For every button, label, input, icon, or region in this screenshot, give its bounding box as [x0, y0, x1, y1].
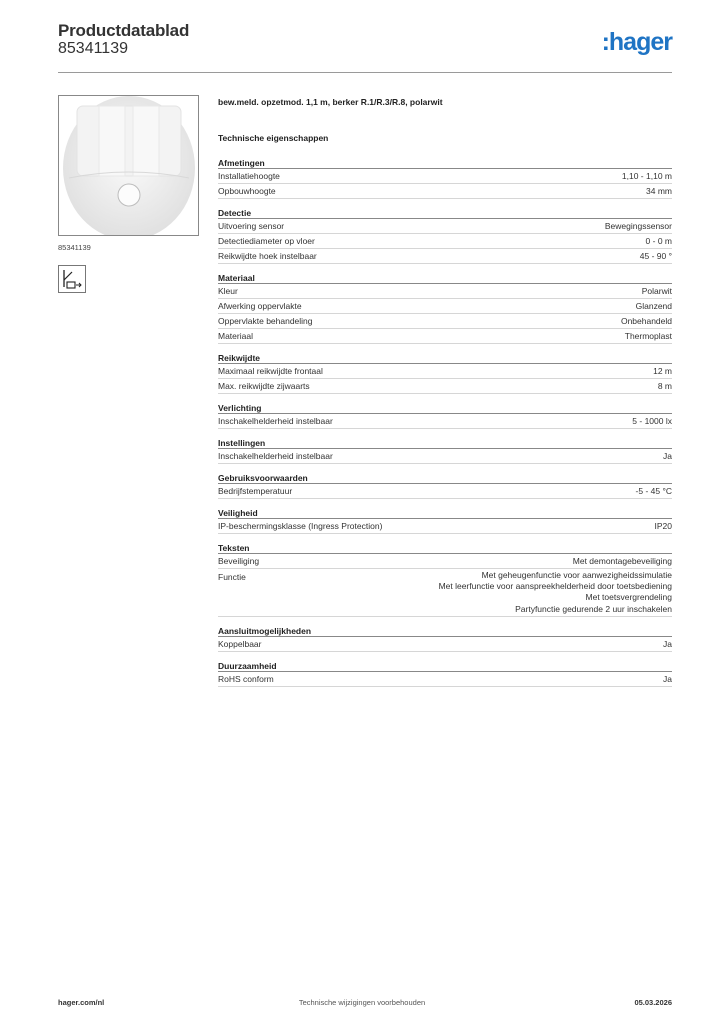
spec-value-line: 34 mm	[646, 186, 672, 196]
spec-section	[218, 507, 672, 534]
spec-section	[218, 157, 672, 199]
spec-section	[218, 207, 672, 264]
spec-label: Max. reikwijdte zijwaarts	[218, 381, 310, 391]
spec-label: Functie	[218, 572, 246, 582]
spec-row	[218, 364, 672, 379]
spec-label: Detectiediameter op vloer	[218, 236, 315, 246]
spec-value-line: Ja	[663, 673, 672, 684]
spec-value-line: Thermoplast	[624, 331, 672, 341]
section-heading: Detectie	[218, 207, 672, 219]
spec-row	[218, 449, 672, 464]
spec-value	[439, 570, 672, 615]
spec-value-line: 0 - 0 m	[645, 236, 672, 246]
spec-value-line: Met toetsvergrendeling	[585, 592, 672, 603]
spec-label: Koppelbaar	[218, 638, 262, 649]
spec-label: Opbouwhoogte	[218, 186, 276, 196]
spec-row	[218, 672, 672, 687]
brand-logo	[602, 28, 672, 57]
section-heading: Teksten	[218, 542, 672, 554]
spec-value-line: 1,10 - 1,10 m	[621, 171, 672, 181]
technical-properties-title: Technische eigenschappen	[218, 133, 329, 143]
section-heading: Verlichting	[218, 402, 672, 414]
spec-value-line: IP20	[654, 521, 672, 531]
spec-value-line: -5 - 45 °C	[635, 486, 672, 496]
spec-label: Uitvoering sensor	[218, 221, 285, 231]
spec-row	[218, 234, 672, 249]
spec-label: Oppervlakte behandeling	[218, 316, 313, 326]
spec-value	[622, 169, 672, 183]
specification-content	[218, 97, 672, 695]
spec-value-line: Onbehandeld	[620, 316, 672, 326]
spec-section	[218, 272, 672, 344]
spec-label: Reikwijdte hoek instelbaar	[218, 251, 317, 261]
spec-label: Maximaal reikwijdte frontaal	[218, 366, 323, 376]
spec-row	[218, 314, 672, 329]
spec-value	[642, 284, 672, 298]
spec-value	[658, 379, 672, 393]
spec-value	[636, 299, 672, 313]
spec-label: IP-beschermingsklasse (Ingress Protection)	[218, 521, 383, 531]
spec-row	[218, 569, 672, 617]
motion-sensor-product-photo-icon	[59, 96, 199, 236]
spec-label: Beveiliging	[218, 556, 260, 566]
spec-row	[218, 219, 672, 234]
spec-value	[663, 672, 672, 686]
spec-value-line: Met demontagebeveiliging	[572, 556, 672, 566]
spec-value	[605, 219, 672, 233]
spec-label: Inschakelhelderheid instelbaar	[218, 451, 333, 461]
spec-row	[218, 379, 672, 394]
spec-value-line: 12 m	[653, 366, 672, 376]
spec-value	[655, 519, 673, 533]
spec-label: RoHS conform	[218, 673, 274, 684]
spec-row	[218, 184, 672, 199]
spec-value-line: Ja	[663, 638, 672, 649]
spec-label: Kleur	[218, 286, 238, 296]
spec-value	[640, 249, 672, 263]
spec-value-line: Met leerfunctie voor aanspreekhelderheid door toetsbediening	[438, 581, 672, 592]
spec-value-line: Glanzend	[635, 301, 672, 311]
spec-value-line: Partyfunctie gedurende 2 uur inschakelen	[515, 603, 672, 614]
spec-label: Installatiehoogte	[218, 171, 280, 181]
spec-value-line: 5 - 1000 lx	[632, 416, 672, 426]
spec-row	[218, 637, 672, 652]
section-heading: Instellingen	[218, 437, 672, 449]
spec-value-line: Polarwit	[641, 286, 672, 296]
spec-section	[218, 437, 672, 464]
spec-value	[573, 554, 672, 568]
spec-value	[663, 637, 672, 651]
spec-label: Materiaal	[218, 331, 253, 341]
section-heading: Duurzaamheid	[218, 660, 672, 672]
spec-value	[625, 329, 672, 343]
spec-value-line: Bewegingssensor	[604, 221, 672, 231]
spec-row	[218, 329, 672, 344]
spec-label: Inschakelhelderheid instelbaar	[218, 416, 333, 426]
spec-row	[218, 519, 672, 534]
surface-mount-symbol-icon	[59, 266, 85, 292]
product-description: bew.meld. opzetmod. 1,1 m, berker R.1/R.3/R.8, polarwit	[218, 97, 443, 107]
spec-row	[218, 284, 672, 299]
spec-label: Bedrijfstemperatuur	[218, 486, 293, 496]
spec-row	[218, 249, 672, 264]
spec-row	[218, 554, 672, 569]
header-rule	[58, 72, 672, 73]
product-image	[58, 95, 199, 236]
product-image-label: 85341139	[58, 243, 91, 252]
spec-value	[621, 314, 672, 328]
document-number: 85341139	[58, 40, 128, 57]
spec-value-line: Met geheugenfunctie voor aanwezigheidssimulatie	[481, 570, 672, 580]
spec-row	[218, 414, 672, 429]
spec-value	[646, 184, 672, 198]
section-heading: Reikwijdte	[218, 352, 672, 364]
spec-value	[632, 414, 672, 428]
spec-value	[646, 234, 672, 248]
section-heading: Materiaal	[218, 272, 672, 284]
spec-row	[218, 484, 672, 499]
spec-section	[218, 472, 672, 499]
spec-section	[218, 402, 672, 429]
section-heading: Aansluitmogelijkheden	[218, 625, 672, 637]
spec-value	[636, 484, 672, 498]
section-heading: Gebruiksvoorwaarden	[218, 472, 672, 484]
document-title: Productdatablad	[58, 21, 190, 40]
spec-section	[218, 660, 672, 687]
specification-sections	[218, 157, 672, 687]
footer-notice: Technische wijzigingen voorbehouden	[298, 998, 426, 1007]
spec-label: Afwerking oppervlakte	[218, 301, 302, 311]
spec-section	[218, 352, 672, 394]
spec-row	[218, 299, 672, 314]
brand-prefix: :	[601, 28, 609, 56]
spec-section	[218, 625, 672, 652]
spec-value	[663, 449, 672, 463]
spec-value	[653, 364, 672, 378]
spec-value-line: Ja	[663, 451, 672, 461]
section-heading: Afmetingen	[218, 157, 672, 169]
spec-value-line: 8 m	[657, 381, 672, 391]
spec-row	[218, 169, 672, 184]
brand-name: hager	[608, 28, 672, 56]
spec-value-line: 45 - 90 °	[639, 251, 672, 261]
footer-date: 05.03.2026	[634, 998, 672, 1007]
footer-website: hager.com/nl	[58, 998, 105, 1007]
section-heading: Veiligheid	[218, 507, 672, 519]
mounting-symbol	[58, 265, 86, 293]
spec-section	[218, 542, 672, 617]
